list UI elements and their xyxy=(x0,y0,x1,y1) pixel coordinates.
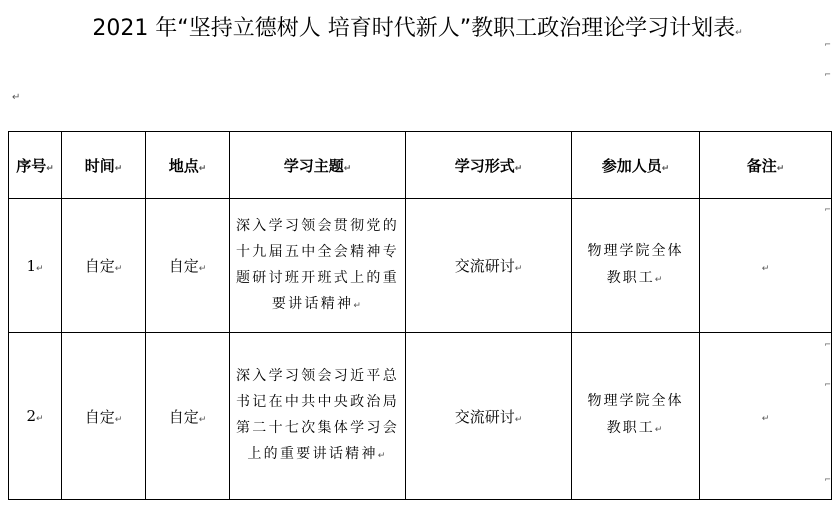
header-cell: 学习主题↵ xyxy=(230,132,406,199)
study-plan-table xyxy=(8,131,832,500)
row-number-cell: 1↵ xyxy=(9,199,62,333)
paragraph-mark-icon: ↵ xyxy=(735,28,743,38)
margin-mark: ⌐ xyxy=(824,40,831,49)
participants-cell: 物理学院全体教职工↵ xyxy=(572,333,700,500)
title-text: 2021 年“坚持立德树人 培育时代新人”教职工政治理论学习计划表 xyxy=(92,16,736,41)
remark-cell: ↵ xyxy=(700,333,832,500)
header-cell: 参加人员↵ xyxy=(572,132,700,199)
place-cell: 自定↵ xyxy=(146,199,230,333)
row-number-cell: 2↵ xyxy=(9,333,62,500)
document-title xyxy=(0,14,835,48)
margin-mark: ⌐ xyxy=(824,205,831,214)
form-cell: 交流研讨↵ xyxy=(406,199,572,333)
table-row xyxy=(9,333,832,500)
margin-mark: ⌐ xyxy=(824,475,831,484)
form-cell: 交流研讨↵ xyxy=(406,333,572,500)
remark-cell: ↵ xyxy=(700,199,832,333)
header-cell: 时间↵ xyxy=(62,132,146,199)
header-cell: 地点↵ xyxy=(146,132,230,199)
time-cell: 自定↵ xyxy=(62,333,146,500)
participants-cell: 物理学院全体教职工↵ xyxy=(572,199,700,333)
header-cell: 备注↵ xyxy=(700,132,832,199)
header-cell: 学习形式↵ xyxy=(406,132,572,199)
margin-mark: ⌐ xyxy=(824,70,831,79)
header-cell: 序号↵ xyxy=(9,132,62,199)
topic-cell: 深入学习领会习近平总书记在中共中央政治局第二十七次集体学习会上的重要讲话精神↵ xyxy=(230,333,406,500)
margin-mark: ⌐ xyxy=(824,380,831,389)
margin-mark: ⌐ xyxy=(824,340,831,349)
topic-cell: 深入学习领会贯彻党的十九届五中全会精神专题研讨班开班式上的重要讲话精神↵ xyxy=(230,199,406,333)
time-cell: 自定↵ xyxy=(62,199,146,333)
place-cell: 自定↵ xyxy=(146,333,230,500)
table-header-row xyxy=(9,132,832,199)
table-row xyxy=(9,199,832,333)
paragraph-mark-icon: ↵ xyxy=(12,92,21,103)
